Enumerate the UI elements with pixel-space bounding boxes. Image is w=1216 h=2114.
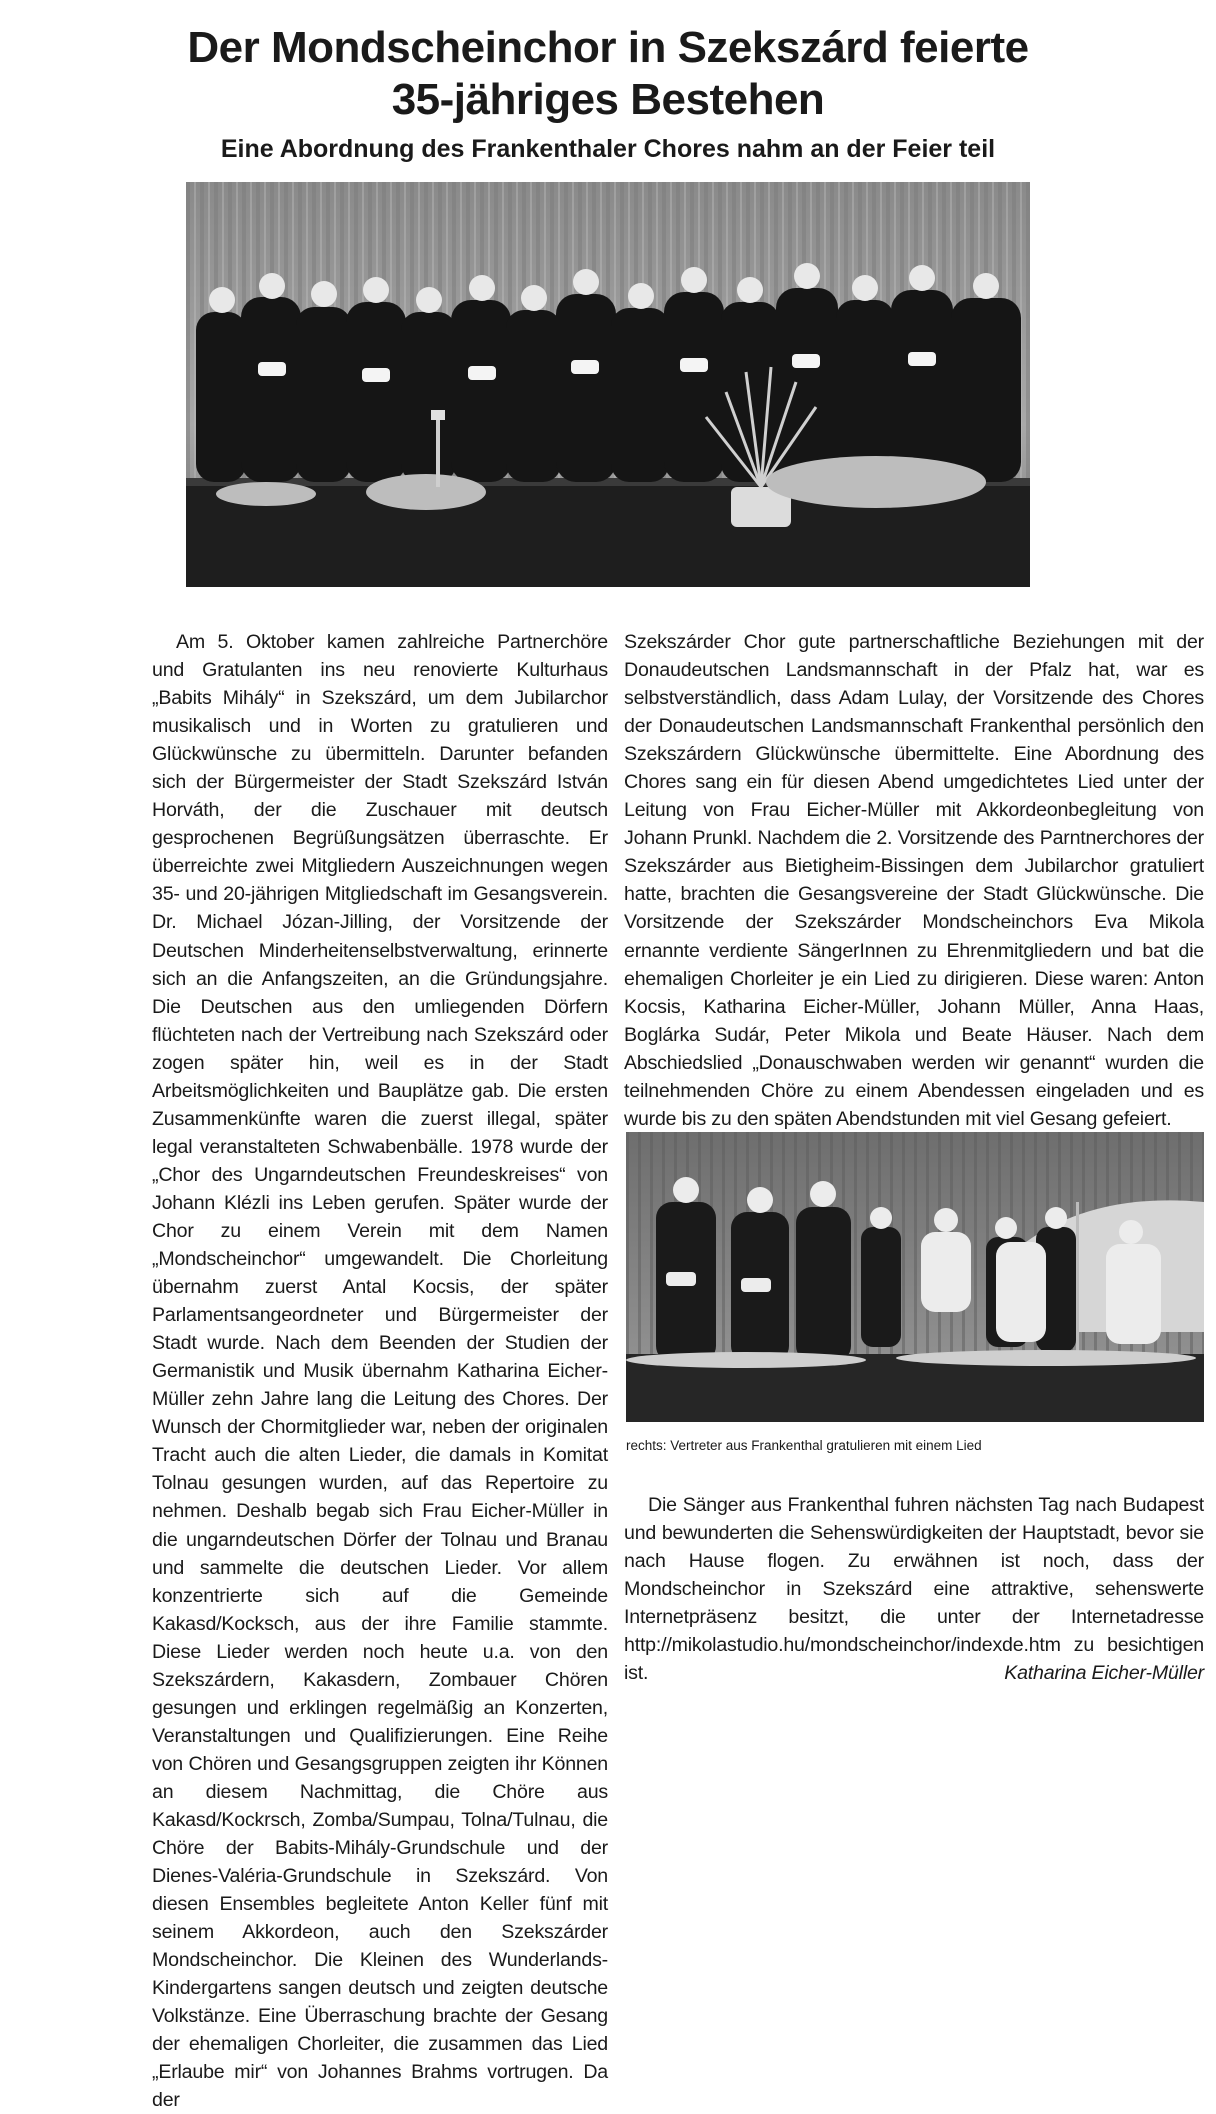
frankenthal-delegation-photo (626, 1132, 1204, 1422)
headline-line-2: 35-jähriges Bestehen (391, 75, 825, 124)
author-byline: Katharina Eicher-Müller (1004, 1662, 1204, 1685)
headline-line-1: Der Mondscheinchor in Szekszárd feierte (187, 23, 1029, 72)
main-choir-photo (186, 182, 1030, 587)
headline (0, 22, 1216, 126)
article-text-left: Am 5. Oktober kamen zahlreiche Partnerchöre und Gratulanten ins neu renovierte Kulturhaus „Babits Mihály“ in Szekszárd, um dem Jubilarchor musikalisch und in Worten zu gratulieren und Glückwünsche zu übermitteln. Darunter befanden sich der Bürgermeister der Stadt Szekszárd István Horváth, der die Zuschauer mit deutsch gesprochenen Begrüßungsätzen überraschte. Er überreichte zwei Mitgliedern Auszeichnungen wegen 35- und 20-jährigen Mitgliedschaft im Gesangsverein. Dr. Michael Józan-Jilling, der Vorsitzende der Deutschen Minderheitenselbstverwaltung, erinnerte sich an die Anfangszeiten, an die Gründungsjahre. Die Deutschen aus den umliegenden Dörfern flüchteten nach der Vertreibung nach Szekszárd oder zogen später hin, weil es in der Stadt Arbeitsmöglichkeiten und Bauplätze gab. Die ersten Zusammenkünfte waren die zuerst illegal, später legal veranstalteten Schwabenbälle. 1978 wurde der „Chor des Ungarndeutschen Freundeskreises“ von Johann Klézli ins Leben gerufen. Später wurde der Chor zu einem Verein mit dem Namen „Mondscheinchor“ umgewandelt. Die Chorleitung übernahm zuerst Antal Kocsis, der später Parlamentsangeordneter und Bürgermeister der Stadt wurde. Nach dem Beenden der Studien der Germanistik und Musik übernahm Katharina Eicher-Müller zehn Jahre lang die Leitung des Chores. Der Wunsch der Chormitglieder war, neben der originalen Tracht auch die alten Lieder, die damals in Komitat Tolnau gesungen wurden, auf das Repertoire zu nehmen. Deshalb begab sich Frau Eicher-Müller in die ungarndeutschen Dörfer der Tolnau und Branau und sammelte die deutschen Lieder. Vor allem konzentrierte sich auf die Gemeinde Kakasd/Kocksch, aus der ihre Familie stammte. Diese Lieder werden noch heute u.a. von den Szekszárdern, Kakasdern, Zombauer Chören gesungen und erklingen regelmäßig an Konzerten, Veranstaltungen und Qualifizierungen. Eine Reihe von Chören und Gesangsgruppen zeigten ihr Können an diesem Nachmittag, die Chöre aus Kakasd/Kockrsch, Zomba/Sumpau, Tolna/Tulnau, die Chöre der Babits-Mihály-Grundschule und der Dienes-Valéria-Grundschule in Szekszárd. Von diesen Ensembles begleitete Anton Keller fünf mit seinem Akkordeon, auch den Szekszárder Mondscheinchor. Die Kleinen des Wunderlands-Kindergartens sangen deutsch und zeigten deutsche Volkstänze. Eine Überraschung brachte der Gesang der ehemaligen Chorleiter, die zusammen das Lied „Erlaube mir“ von Johannes Brahms vortrugen. Da der (152, 631, 608, 2112)
article-column-right (624, 628, 1204, 1133)
closing-paragraph (624, 1491, 1204, 1687)
article-text-right: Szekszárder Chor gute partnerschaftliche Beziehungen mit der Donaudeutschen Landsmannschaft in der Pfalz hat, war es selbstverständlich, dass Adam Lulay, der Vorsitzende des Chores der Donaudeutschen Landsmannschaft Frankenthal persönlich den Szekszárdern Glückwünsche übermittelte. Eine Abordnung des Chores sang ein für diesen Abend umgedichtetes Lied unter der Leitung von Frau Eicher-Müller mit Akkordeonbegleitung von Johann Prunkl. Nachdem die 2. Vorsitzende des Parntnerchores der Szekszárder aus Bietigheim-Bissingen dem Jubilarchor gratuliert hatte, brachten die Gesangsvereine der Stadt Glückwünsche. Die Vorsitzende der Szekszárder Mondscheinchors Eva Mikola ernannte verdiente SängerInnen zu Ehrenmitgliedern und bat die ehemaligen Chorleiter je ein Lied zu dirigieren. Diese waren: Anton Kocsis, Katharina Eicher-Müller, Johann Müller, Anna Haas, Boglárka Sudár, Peter Mikola und Beate Häuser. Nach dem Abschiedslied „Donauschwaben werden wir genannt“ wurden die teilnehmenden Chöre zu einem Abendessen eingeladen und es wurde bis zu den späten Abendstunden mit viel Gesang gefeiert. (624, 631, 1204, 1130)
article-column-left (152, 628, 608, 2114)
photo-caption: rechts: Vertreter aus Frankenthal gratulieren mit einem Lied (626, 1438, 982, 1453)
main-choir-photo-graphic (186, 182, 1030, 587)
frankenthal-delegation-photo-graphic (626, 1132, 1204, 1422)
subheadline: Eine Abordnung des Frankenthaler Chores nahm an der Feier teil (220, 135, 996, 163)
closing-text: Die Sänger aus Frankenthal fuhren nächsten Tag nach Budapest und bewunderten die Sehenswürdigkeiten der Hauptstadt, bevor sie nach Hause flogen. Zu erwähnen ist noch, dass der Mondscheinchor in Szekszárd eine attraktive, sehenswerte Internetpräsenz besitzt, die unter der Internetadresse http://mikolastudio.hu/mondscheinchor/indexde.htm zu besichtigen ist. (624, 1494, 1204, 1685)
